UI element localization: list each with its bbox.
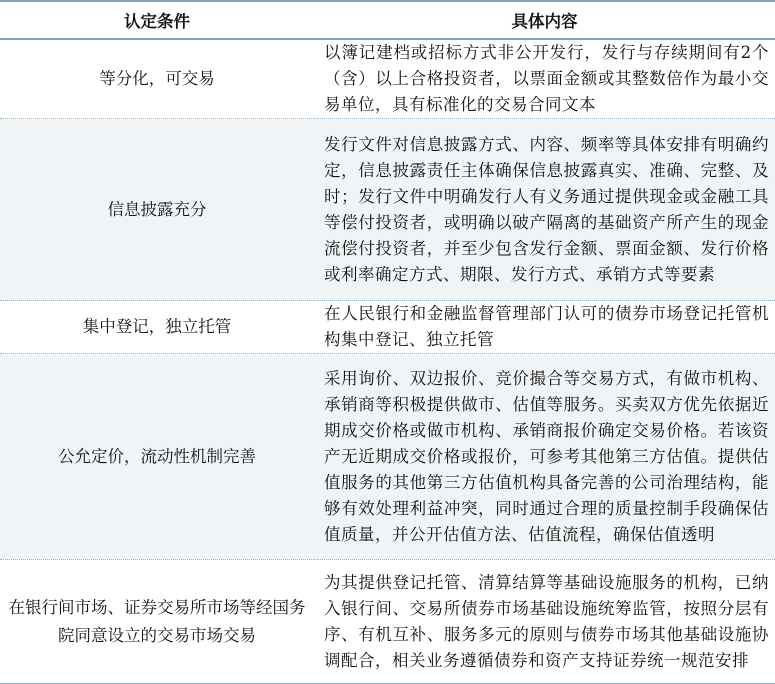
content-cell: 在人民银行和金融监督管理部门认可的债券市场登记托管机构集中登记、独立托管 xyxy=(314,301,775,354)
header-content: 具体内容 xyxy=(314,1,775,39)
content-cell: 采用询价、双边报价、竞价撮合等交易方式，有做市机构、承销商等积极提供做市、估值等服务。买卖双方优先依据近期成交价格或做市机构、承销商报价确定交易价格。若该资产无近期成交价格或报价，可参考其他第三方估值。提供估值服务的其他第三方估值机构具备完善的公司治理结构，能够有效处理利益冲突，同时通过合理的质量控制手段确保估值质量，并公开估值方法、估值流程，确保估值透明 xyxy=(314,354,775,560)
table-row xyxy=(0,301,775,354)
header-condition: 认定条件 xyxy=(0,1,314,39)
table-row xyxy=(0,119,775,301)
content-cell: 以簿记建档或招标方式非公开发行，发行与存续期间有2个（含）以上合格投资者，以票面金额或其整数倍作为最小交易单位，具有标准化的交易合同文本 xyxy=(314,39,775,119)
condition-cell: 信息披露充分 xyxy=(0,119,314,301)
table-row xyxy=(0,354,775,560)
condition-cell: 集中登记，独立托管 xyxy=(0,301,314,354)
table-row xyxy=(0,39,775,119)
table-row xyxy=(0,560,775,684)
content-cell: 发行文件对信息披露方式、内容、频率等具体安排有明确约定，信息披露责任主体确保信息披露真实、准确、完整、及时；发行文件中明确发行人有义务通过提供现金或金融工具等偿付投资者，或明确以破产隔离的基础资产所产生的现金流偿付投资者，并至少包含发行金额、票面金额、发行价格或利率确定方式、期限、发行方式、承销方式等要素 xyxy=(314,119,775,301)
condition-cell: 在银行间市场、证券交易所市场等经国务院同意设立的交易市场交易 xyxy=(0,560,314,684)
condition-cell: 等分化，可交易 xyxy=(0,39,314,119)
content-cell: 为其提供登记托管、清算结算等基础设施服务的机构，已纳入银行间、交易所债券市场基础设施统筹监管，按照分层有序、有机互补、服务多元的原则与债券市场其他基础设施协调配合，相关业务遵循债券和资产支持证券统一规范安排 xyxy=(314,560,775,684)
condition-cell: 公允定价，流动性机制完善 xyxy=(0,354,314,560)
table-header-row xyxy=(0,1,775,39)
